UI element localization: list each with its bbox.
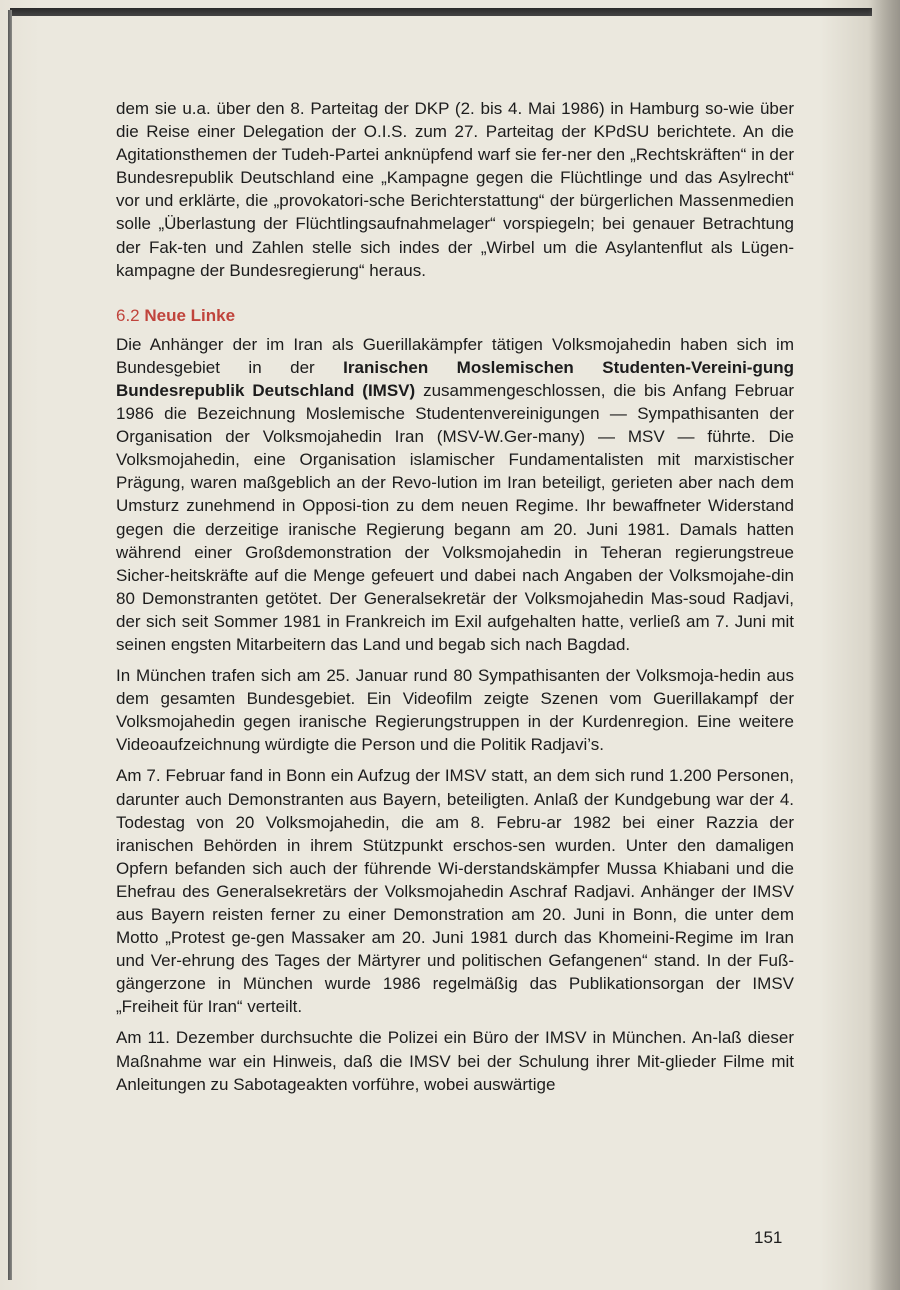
paragraph-imsv-rest: zusammengeschlossen, die bis Anfang Februar 1986 die Bezeichnung Moslemische Studentenvereinigungen — Sympathisanten der Organisation der Volksmojahedin Iran (MSV-W.Ger-many) — MSV — führte. Die Volksmojahedin, eine Organisation islamischer Fundamentalisten mit marxistischer Prägung, waren maßgeblich an der Revo-lution im Iran beteiligt, gerieten aber nach dem Umsturz zunehmend in Opposi-tion zu dem neuen Regime. Ihr bewaffneter Widerstand gegen die derzeitige iranische Regierung begann am 20. Juni 1981. Damals hatten während einer Großdemonstration der Volksmojahedin in Teheran regierungstreue Sicher-heitskräfte auf die Menge gefeuert und dabei nach Angaben der Volksmojahe-din 80 Demonstranten getötet. Der Generalsekretär der Volksmojahedin Mas-soud Radjavi, der sich seit Sommer 1981 in Frankreich im Exil aufgehalten hatte, verließ am 7. Juni mit seinen engsten Mitarbeitern das Land und begab sich nach Bagdad. (116, 380, 794, 654)
page-binding-shadow (868, 0, 900, 1290)
organization-name: Iranischen Moslemischen Studenten-Vereini-gung Bundesrepublik Deutschland (IMSV) (116, 357, 794, 400)
paragraph-search: Am 11. Dezember durchsuchte die Polizei ein Büro der IMSV in München. An-laß dieser Maßnahme war ein Hinweis, daß die IMSV bei der Schulung ihrer Mit-glieder Filme mit Anleitungen zu Sabotageakten vorführe, wobei auswärtige (116, 1028, 794, 1094)
paragraph-imsv (116, 333, 794, 656)
paragraph-imsv-start: Die Anhänger der im Iran als Guerillakämpfer tätigen Volksmojahedin haben sich im Bundesgebiet in der (116, 334, 794, 377)
paragraph-bonn: Am 7. Februar fand in Bonn ein Aufzug der IMSV statt, an dem sich rund 1.200 Personen, darunter auch Demonstranten aus Bayern, beteiligten. Anlaß der Kundgebung war der 4. Todestag von 20 Volksmojahedin, die am 8. Febru-ar 1982 bei einer Razzia der iranischen Behörden in ihrem Stützpunkt erschos-sen wurden. Unter den damaligen Opfern befanden sich auch der führende Wi-derstandskämpfer Mussa Khiabani und die Ehefrau des Generalsekretärs der Volksmojahedin Aschraf Radjavi. Anhänger der IMSV aus Bayern reisten ferner zu einer Demonstration am 20. Juni in Bonn, die unter dem Motto „Protest ge-gen Massaker am 20. Juni 1981 durch das Khomeini-Regime im Iran und Ver-ehrung des Tages der Märtyrer und politischen Gefangenen“ stand. In der Fuß-gängerzone in München wurde 1986 regelmäßig das Publikationsorgan der IMSV „Freiheit für Iran“ verteilt. (116, 766, 794, 1017)
page-left-edge (8, 10, 12, 1280)
section-heading (116, 304, 794, 327)
paragraph-intro: dem sie u.a. über den 8. Parteitag der DKP (2. bis 4. Mai 1986) in Hamburg so-wie über die Reise einer Delegation der O.I.S. zum 27. Parteitag der KPdSU berichtete. An die Agitationsthemen der Tudeh-Partei anknüpfend warf sie fer-ner den „Rechtskräften“ in der Bundesrepublik Deutschland eine „Kampagne gegen die Flüchtlinge und das Asylrecht“ vor und erklärte, die „provokatori-sche Berichterstattung“ der bürgerlichen Massenmedien solle „Überlastung der Flüchtlingsaufnahmelager“ vorspiegeln; bei genauer Betrachtung der Fak-ten und Zahlen stelle sich indes der „Wirbel um die Asylantenflut als Lügen-kampagne der Bundesregierung“ heraus. (116, 99, 794, 280)
page-top-edge (10, 8, 872, 16)
section-title: Neue Linke (144, 305, 236, 325)
text-body (116, 97, 794, 1104)
section-number: 6.2 (116, 305, 140, 325)
page-number: 151 (754, 1228, 783, 1247)
paragraph-munich: In München trafen sich am 25. Januar rund 80 Sympathisanten der Volksmoja-hedin aus dem gesamten Bundesgebiet. Ein Videofilm zeigte Szenen vom Guerillakampf der Volksmojahedin gegen iranische Regierungstruppen in der Kurdenregion. Eine weitere Videoaufzeichnung würdigte die Person und die Politik Radjavi’s. (116, 666, 794, 755)
